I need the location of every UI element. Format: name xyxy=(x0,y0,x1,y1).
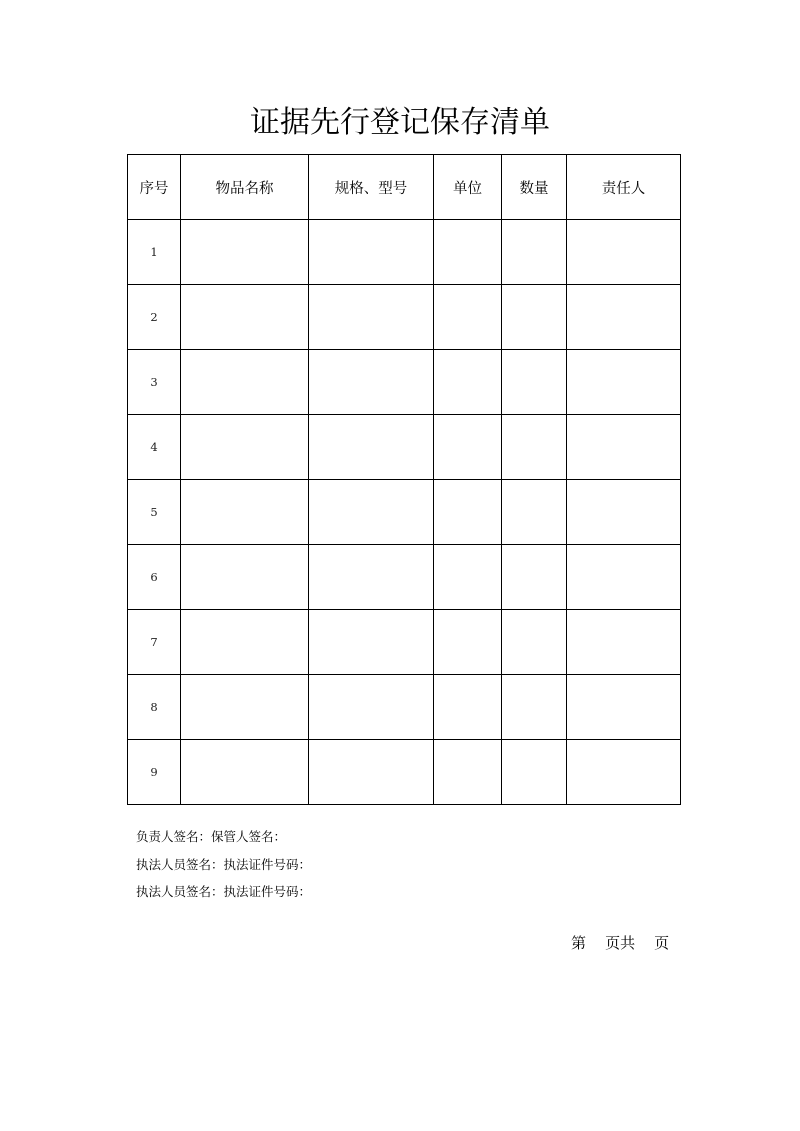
table-row xyxy=(128,610,681,675)
unit-cell[interactable] xyxy=(434,480,502,545)
signature-section xyxy=(136,823,311,906)
quantity-cell[interactable] xyxy=(502,740,567,805)
row-seq: 3 xyxy=(128,350,181,415)
item-name-cell[interactable] xyxy=(181,545,309,610)
unit-cell[interactable] xyxy=(434,415,502,480)
header-spec-model: 规格、型号 xyxy=(309,155,434,220)
responsible-person-cell[interactable] xyxy=(567,415,681,480)
page-number-info: 第 页共 页 xyxy=(571,934,670,952)
quantity-cell[interactable] xyxy=(502,350,567,415)
row-seq: 1 xyxy=(128,220,181,285)
table-row xyxy=(128,220,681,285)
item-name-cell[interactable] xyxy=(181,740,309,805)
table-row xyxy=(128,545,681,610)
header-responsible-person: 责任人 xyxy=(567,155,681,220)
responsible-person-cell[interactable] xyxy=(567,740,681,805)
spec-model-cell[interactable] xyxy=(309,285,434,350)
responsible-person-cell[interactable] xyxy=(567,480,681,545)
custodian-signature-line: 负责人签名：保管人签名： xyxy=(136,829,287,844)
page-title: 证据先行登记保存清单 xyxy=(250,105,550,140)
spec-model-cell[interactable] xyxy=(309,350,434,415)
header-seq: 序号 xyxy=(128,155,181,220)
table-row xyxy=(128,675,681,740)
quantity-cell[interactable] xyxy=(502,610,567,675)
spec-model-cell[interactable] xyxy=(309,675,434,740)
table-row xyxy=(128,480,681,545)
quantity-cell[interactable] xyxy=(502,675,567,740)
responsible-person-cell[interactable] xyxy=(567,545,681,610)
unit-cell[interactable] xyxy=(434,545,502,610)
row-seq: 5 xyxy=(128,480,181,545)
responsible-person-cell[interactable] xyxy=(567,610,681,675)
unit-cell[interactable] xyxy=(434,350,502,415)
row-seq: 6 xyxy=(128,545,181,610)
spec-model-cell[interactable] xyxy=(309,545,434,610)
spec-model-cell[interactable] xyxy=(309,220,434,285)
row-seq: 8 xyxy=(128,675,181,740)
unit-cell[interactable] xyxy=(434,610,502,675)
row-seq: 7 xyxy=(128,610,181,675)
evidence-list-table xyxy=(127,154,681,805)
table-header-row xyxy=(128,155,681,220)
spec-model-cell[interactable] xyxy=(309,610,434,675)
header-unit: 单位 xyxy=(434,155,502,220)
officer-signature-line-2: 执法人员签名：执法证件号码： xyxy=(136,884,312,899)
responsible-person-cell[interactable] xyxy=(567,220,681,285)
table-row xyxy=(128,415,681,480)
item-name-cell[interactable] xyxy=(181,480,309,545)
responsible-person-cell[interactable] xyxy=(567,285,681,350)
table-row xyxy=(128,285,681,350)
unit-cell[interactable] xyxy=(434,220,502,285)
table-row xyxy=(128,740,681,805)
item-name-cell[interactable] xyxy=(181,675,309,740)
spec-model-cell[interactable] xyxy=(309,740,434,805)
row-seq: 2 xyxy=(128,285,181,350)
header-item-name: 物品名称 xyxy=(181,155,309,220)
quantity-cell[interactable] xyxy=(502,480,567,545)
officer-signature-line-1: 执法人员签名：执法证件号码： xyxy=(136,856,312,872)
responsible-person-cell[interactable] xyxy=(567,675,681,740)
item-name-cell[interactable] xyxy=(181,350,309,415)
responsible-person-cell[interactable] xyxy=(567,350,681,415)
table-row xyxy=(128,350,681,415)
item-name-cell[interactable] xyxy=(181,220,309,285)
quantity-cell[interactable] xyxy=(502,285,567,350)
quantity-cell[interactable] xyxy=(502,415,567,480)
quantity-cell[interactable] xyxy=(502,545,567,610)
header-quantity: 数量 xyxy=(502,155,567,220)
row-seq: 9 xyxy=(128,740,181,805)
spec-model-cell[interactable] xyxy=(309,415,434,480)
spec-model-cell[interactable] xyxy=(309,480,434,545)
quantity-cell[interactable] xyxy=(502,220,567,285)
unit-cell[interactable] xyxy=(434,740,502,805)
item-name-cell[interactable] xyxy=(181,415,309,480)
item-name-cell[interactable] xyxy=(181,610,309,675)
unit-cell[interactable] xyxy=(434,675,502,740)
row-seq: 4 xyxy=(128,415,181,480)
item-name-cell[interactable] xyxy=(181,285,309,350)
unit-cell[interactable] xyxy=(434,285,502,350)
